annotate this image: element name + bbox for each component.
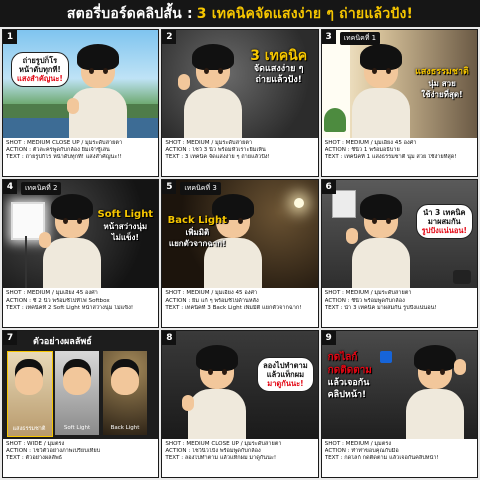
caption-action: ACTION : ไชว์นิ้วโป้ง พร้อมพูดกับกล้อง xyxy=(165,447,261,454)
bubble-line: ถ่ายรูปก็โร xyxy=(22,56,58,65)
panel-number: 6 xyxy=(322,180,336,194)
panel-5 xyxy=(161,179,318,327)
panel-number: 7 xyxy=(3,331,17,345)
headline-line: กดไลก์ xyxy=(327,351,358,363)
panel-number: 4 xyxy=(3,180,17,194)
bubble-line: ลองไปทำตาม xyxy=(263,360,308,370)
headline-line: ไม่แข็ง! xyxy=(111,233,140,243)
caption-text: TEXT : ตัวอย่างผลลัพธ์ xyxy=(6,455,63,462)
panel-number: 3 xyxy=(322,30,336,44)
caption-shot: SHOT : MEDIUM CLOSE UP / มุมระดับสายตา xyxy=(165,440,282,447)
headline-line: 3 เทคนิค xyxy=(250,48,308,64)
bubble-line: รูปปังแน่นอน! xyxy=(421,226,467,236)
caption-action: ACTION : ชี้นิ้ว พร้อมพูดกับกล้อง xyxy=(324,297,405,304)
headline-line: เพิ่มมิติ xyxy=(185,228,210,238)
panel-9 xyxy=(321,330,478,478)
panel-caption xyxy=(325,441,475,463)
caption-action: ACTION : ชี้นิ้ว 1 พร้อมอธิบาย xyxy=(324,147,400,154)
headline-line: ถ่ายแล้วปัง! xyxy=(255,75,302,85)
caption-shot: SHOT : MEDIUM / มุมตรง xyxy=(324,440,392,447)
headline-text xyxy=(244,48,314,86)
caption-text: TEXT : เทคนิคที่ 1 แสงธรรมชาติ นุ่ม สวย ใช้ง่ายที่สุด! xyxy=(324,154,457,161)
caption-action: ACTION : ชี้ 2 นิ้ว พร้อมชี้ไปที่ไฟ Softbox xyxy=(6,297,110,304)
caption-text: TEXT : เทคนิคที่ 2 Soft Light หน้าสว่างนุ่ม ไม่แข็ง! xyxy=(6,304,134,311)
headline-text xyxy=(94,208,156,243)
speech-bubble xyxy=(416,204,473,239)
character-illustration xyxy=(182,339,252,439)
panel-number: 5 xyxy=(162,180,176,194)
panel-heading: ตัวอย่างผลลัพธ์ xyxy=(33,336,92,347)
caption-shot: SHOT : MEDIUM / มุมเอียง 45 องศา xyxy=(165,290,258,297)
panel-6 xyxy=(321,179,478,327)
headline-line: แล้วเจอกัน xyxy=(327,377,370,388)
title-accent: 3 เทคนิคจัดแสงง่าย ๆ ถ่ายแล้วปัง! xyxy=(196,5,414,22)
headline-text xyxy=(328,351,400,401)
title-main: สตอรี่บอร์ดคลิปสั้น : xyxy=(66,5,193,22)
caption-action: ACTION : ยิ้ม แก้ ๆ พร้อมชี้ไปด้านหลัง xyxy=(165,297,259,304)
panel-1 xyxy=(2,29,159,177)
camera-icon xyxy=(453,270,471,284)
headline-line: จัดแสงง่าย ๆ xyxy=(253,64,304,74)
panel-caption xyxy=(6,290,156,312)
bubble-line: แสงสำคัญนะ! xyxy=(17,74,63,83)
panel-number: 1 xyxy=(3,30,17,44)
technique-tag: เทคนิคที่ 2 xyxy=(21,182,61,195)
panel-caption xyxy=(6,140,156,162)
plant-icon xyxy=(324,108,346,132)
headline-line: แยกตัวจากฉาก! xyxy=(168,239,226,249)
headline-line: Soft Light xyxy=(97,209,154,221)
panel-number: 8 xyxy=(162,331,176,345)
headline-line: นุ่ม สวย xyxy=(428,79,456,88)
caption-text: TEXT : ถ่ายรูปก็โร หน้าดับทุกที! แสงสำคัญนะ!! xyxy=(6,154,122,161)
panel-8 xyxy=(161,330,318,478)
caption-action: ACTION : โชว์ 3 นิ้ว พร้อมหัวเราะยิ้มเห็น xyxy=(165,147,266,154)
caption-text: TEXT : กดไลก์ กดติดตาม แล้วเจอกันคลิปหน้า! xyxy=(324,455,439,462)
caption-text: TEXT : นำ 3 เทคนิค มาผสมกัน รูปปังแน่นอน! xyxy=(324,304,437,311)
panel-2 xyxy=(161,29,318,177)
caption-shot: SHOT : MEDIUM / มุมเอียง 45 องศา xyxy=(6,290,98,297)
panel-3 xyxy=(321,29,478,177)
caption-action: ACTION : ทำท่าขอบคุณกับมือ xyxy=(324,447,399,454)
panel-number: 2 xyxy=(162,30,176,44)
panel-caption xyxy=(165,441,315,463)
technique-tag: เทคนิคที่ 1 xyxy=(340,32,380,45)
character-illustration xyxy=(178,38,248,138)
panel-4 xyxy=(2,179,159,327)
headline-line: คลิปหน้า! xyxy=(327,389,367,400)
headline-line: กดติดตาม xyxy=(327,364,372,376)
speech-bubble xyxy=(257,357,313,392)
caption-action: ACTION : ตัวละครพูดกับกล้อง ยิ้มเจ้าชู้เล่น xyxy=(6,147,110,154)
headline-line: ใช้ง่ายที่สุด! xyxy=(421,90,463,99)
caption-action: ACTION : โชว์ตัวอย่างภาพเปรียบเทียบ xyxy=(6,447,101,454)
caption-shot: SHOT : MEDIUM / มุมระดับสายตา xyxy=(324,290,412,297)
panel-caption xyxy=(165,290,315,312)
technique-tag: เทคนิคที่ 3 xyxy=(180,182,220,195)
panel-grid xyxy=(0,27,480,480)
title-bar xyxy=(0,0,480,27)
bubble-line: แล้วแท็กผม xyxy=(266,369,305,379)
panel-caption xyxy=(165,140,315,162)
caption-text: TEXT : 3 เทคนิค จัดแสงง่าย ๆ ถ่ายแล้วปัง! xyxy=(165,154,270,161)
panel-7 xyxy=(2,330,159,478)
caption-shot: SHOT : MEDIUM / มุมระดับสายตา xyxy=(165,140,253,146)
character-illustration xyxy=(63,38,133,138)
backlight-lamp-icon xyxy=(294,198,304,208)
headline-line: แสงธรรมชาติ xyxy=(415,67,469,77)
bubble-line: หน้าดับทุกที! xyxy=(19,65,61,74)
speech-bubble xyxy=(11,52,69,87)
headline-line: Back Light xyxy=(167,215,227,227)
panel-caption xyxy=(325,140,475,162)
caption-text: TEXT : เทคนิคที่ 3 Back Light เพิ่มมิติ แยกตัวจากฉาก! xyxy=(165,304,302,311)
compare-label: Soft Light xyxy=(63,424,91,431)
character-illustration xyxy=(400,339,470,439)
panel-number: 9 xyxy=(322,331,336,345)
compare-label: Back Light xyxy=(110,424,140,431)
panel-caption xyxy=(6,441,156,463)
caption-shot: SHOT : WIDE / มุมตรง xyxy=(6,440,65,447)
bubble-line: มาดูกันนะ! xyxy=(267,378,304,388)
bubble-line: มาผสมกัน xyxy=(427,217,461,227)
caption-shot: SHOT : MEDIUM / มุมเอียง 45 องศา xyxy=(324,140,417,146)
headline-line: หน้าสว่างนุ่ม xyxy=(103,222,148,232)
compare-label: แสงธรรมชาติ xyxy=(12,425,46,432)
character-illustration xyxy=(346,38,416,138)
headline-text xyxy=(411,66,473,100)
bubble-line: นำ 3 เทคนิค xyxy=(423,208,466,218)
panel-caption xyxy=(325,290,475,312)
headline-text xyxy=(166,214,228,249)
caption-shot: SHOT : MEDIUM CLOSE UP / มุมระดับสายตา xyxy=(6,140,123,146)
caption-text: TEXT : ลองไปทำตาม แล้วแท็กผม มาดูกันนะ! xyxy=(165,455,277,462)
character-illustration xyxy=(346,188,416,288)
